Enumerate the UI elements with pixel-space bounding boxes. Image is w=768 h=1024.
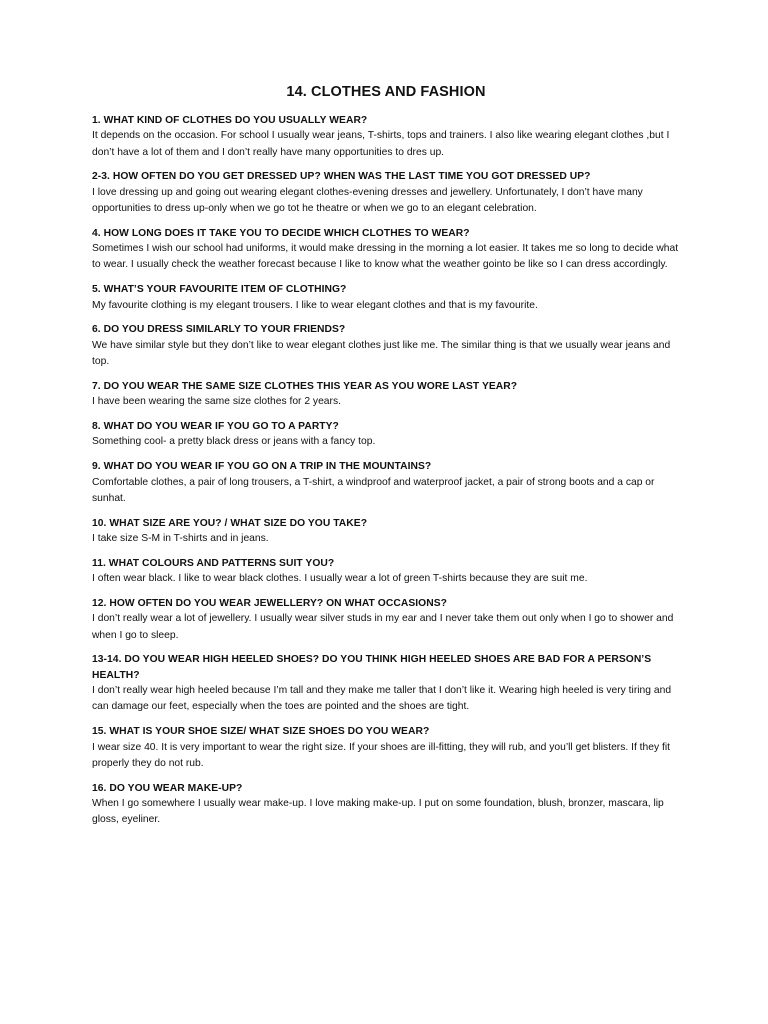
answer: I don’t really wear high heeled because I’m tall and they make me taller that I don’t like it. Wearing high heeled is very tiring and can damage our feet, especially when the toes are pointed and the shoes are tight. — [92, 685, 672, 713]
question: 11. WHAT COLOURS AND PATTERNS SUIT YOU? — [92, 557, 335, 569]
answer: We have similar style but they don’t like to wear elegant clothes just like me. The similar thing is that we usually wear jeans and top. — [92, 339, 671, 368]
question: 9. WHAT DO YOU WEAR IF YOU GO ON A TRIP IN THE MOUNTAINS? — [92, 461, 432, 473]
qa-item-4 — [92, 282, 680, 314]
answer: I wear size 40. It is very important to wear the right size. If your shoes are ill-fitting, they will rub, and you’ll get blisters. If they fit properly they do not rub. — [92, 741, 671, 769]
qa-item-7 — [92, 419, 680, 451]
answer: It depends on the occasion. For school I usually wear jeans, T-shirts, tops and trainers. I also like wearing elegant clothes ,but I don’t have a lot of them and I don’t really have many opportunities to dres up. — [92, 130, 670, 158]
question: 4. HOW LONG DOES IT TAKE YOU TO DECIDE WHICH CLOTHES TO WEAR? — [92, 227, 470, 239]
answer: I have been wearing the same size clothes for 2 years. — [92, 396, 341, 408]
question: 7. DO YOU WEAR THE SAME SIZE CLOTHES THIS YEAR AS YOU WORE LAST YEAR? — [92, 380, 518, 392]
document-page — [92, 84, 680, 837]
question: 12. HOW OFTEN DO YOU WEAR JEWELLERY? ON WHAT OCCASIONS? — [92, 598, 447, 610]
qa-item-9 — [92, 516, 680, 548]
question: 8. WHAT DO YOU WEAR IF YOU GO TO A PARTY? — [92, 421, 339, 433]
answer: Sometimes I wish our school had uniforms, it would make dressing in the morning a lot easier. It takes me so long to decide what to wear. I usually check the weather forecast because I like to know what the weather gointo be like so I can dress accordingly. — [92, 243, 679, 271]
answer: Something cool- a pretty black dress or jeans with a fancy top. — [92, 436, 376, 448]
answer: Comfortable clothes, a pair of long trousers, a T-shirt, a windproof and waterproof jacket, a pair of strong boots and a cap or sunhat. — [92, 476, 655, 504]
qa-item-11 — [92, 596, 680, 644]
answer: I often wear black. I like to wear black clothes. I usually wear a lot of green T-shirts because they are suit me. — [92, 573, 588, 585]
answer: When I go somewhere I usually wear make-up. I love making make-up. I put on some foundation, blush, bronzer, mascara, lip gloss, eyeliner. — [92, 798, 664, 826]
qa-item-10 — [92, 556, 680, 588]
answer: I don’t really wear a lot of jewellery. I usually wear silver studs in my ear and I never take them out only when I go to shower and when I go to sleep. — [92, 613, 674, 641]
qa-item-1 — [92, 113, 680, 161]
question: 13-14. DO YOU WEAR HIGH HEELED SHOES? DO YOU THINK HIGH HEELED SHOES ARE BAD FOR A PERSON’S HEALTH? — [92, 654, 652, 681]
qa-item-5 — [92, 322, 680, 370]
question: 1. WHAT KIND OF CLOTHES DO YOU USUALLY WEAR? — [92, 115, 368, 126]
qa-item-2 — [92, 169, 680, 217]
question: 15. WHAT IS YOUR SHOE SIZE/ WHAT SIZE SHOES DO YOU WEAR? — [92, 726, 430, 738]
answer: My favourite clothing is my elegant trousers. I like to wear elegant clothes and that is my favourite. — [92, 299, 538, 311]
answer: I take size S-M in T-shirts and in jeans. — [92, 533, 269, 545]
question: 16. DO YOU WEAR MAKE-UP? — [92, 782, 243, 794]
qa-item-12 — [92, 652, 680, 715]
qa-item-14 — [92, 781, 680, 829]
document-title: 14. CLOTHES AND FASHION — [286, 84, 486, 100]
qa-item-8 — [92, 459, 680, 507]
question: 6. DO YOU DRESS SIMILARLY TO YOUR FRIENDS? — [92, 324, 346, 336]
question: 5. WHAT’S YOUR FAVOURITE ITEM OF CLOTHING? — [92, 284, 347, 296]
question: 10. WHAT SIZE ARE YOU? / WHAT SIZE DO YOU TAKE? — [92, 517, 368, 529]
answer: I love dressing up and going out wearing elegant clothes-evening dresses and jewellery. Unfortunately, I don’t have many opportunities to dress up-only when we go tot he theatre or when we go to an elegant celebration. — [92, 186, 643, 215]
question: 2-3. HOW OFTEN DO YOU GET DRESSED UP? WHEN WAS THE LAST TIME YOU GOT DRESSED UP? — [92, 171, 591, 183]
qa-item-3 — [92, 226, 680, 274]
qa-item-6 — [92, 379, 680, 411]
qa-item-13 — [92, 724, 680, 772]
